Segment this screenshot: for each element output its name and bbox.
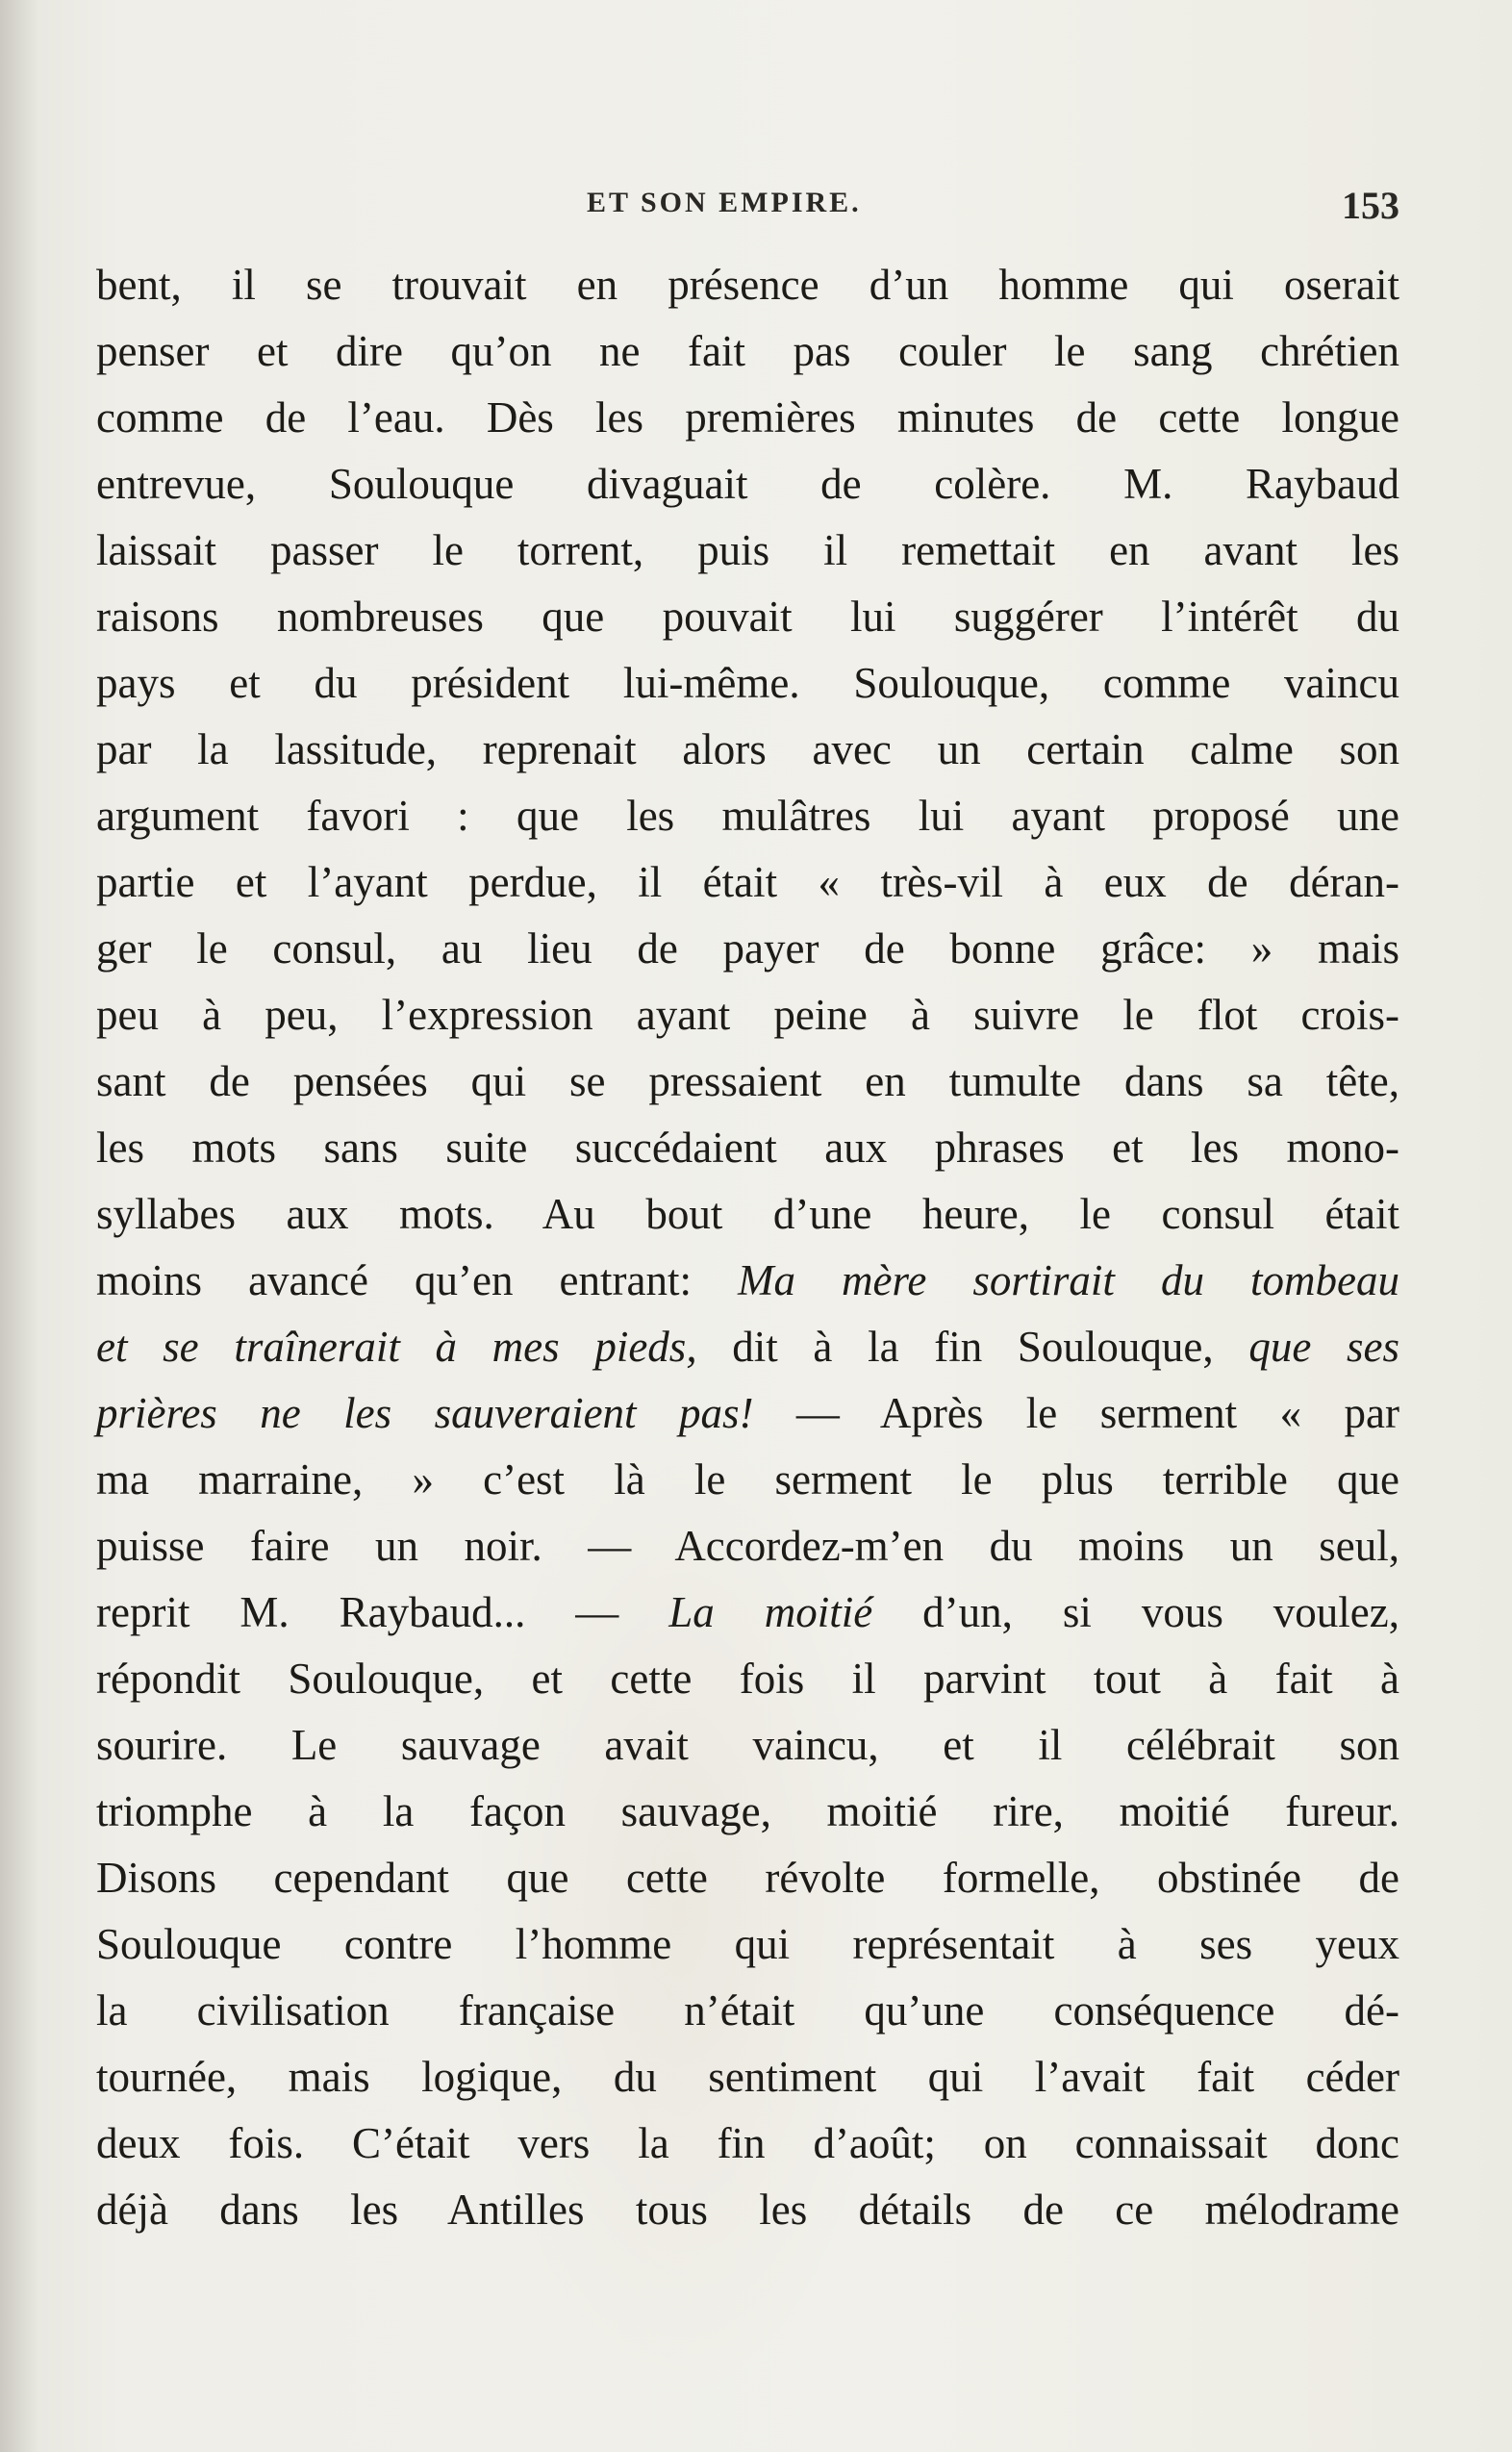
gutter-shadow [0,0,38,2452]
text-italic: que ses [1248,1323,1399,1371]
text-roman: reprit M. Raybaud... — [96,1588,669,1636]
text-line: comme de l’eau. Dès les premières minutes de cette longue [96,393,1399,442]
text-line: répondit Soulouque, et cette fois il parvint tout à fait à [96,1655,1399,1703]
text-line [96,1314,1399,1380]
text-roman: — Après le serment « par [753,1389,1399,1437]
text-line: Disons cependant que cette révolte formelle, obstinée de [96,1854,1399,1902]
text-italic: Ma mère sortirait du tombeau [738,1256,1400,1304]
text-line: ma marraine, » c’est là le serment le plus terrible que [96,1455,1399,1504]
text-line: Soulouque contre l’homme qui représentait à ses yeux [96,1920,1399,1968]
text-line: triomphe à la façon sauvage, moitié rire, moitié fureur. [96,1787,1399,1835]
text-line: bent, il se trouvait en présence d’un homme qui oserait [96,261,1399,309]
text-line: entrevue, Soulouque divaguait de colère. M. Raybaud [96,460,1399,508]
text-line [96,1380,1399,1447]
text-line: ger le consul, au lieu de payer de bonne grâce: » mais [96,924,1399,973]
text-line: pays et du président lui-même. Soulouque, comme vaincu [96,659,1399,707]
text-line: sourire. Le sauvage avait vaincu, et il célébrait son [96,1721,1399,1769]
text-roman: d’un, si vous voulez, [872,1588,1399,1636]
text-line: puisse faire un noir. — Accordez-m’en du moins un seul, [96,1522,1399,1570]
text-line: raisons nombreuses que pouvait lui suggérer l’intérêt du [96,593,1399,641]
text-line: argument favori : que les mulâtres lui ayant proposé une [96,792,1399,840]
text-line: partie et l’ayant perdue, il était « très-vil à eux de déran- [96,858,1399,906]
text-line: sant de pensées qui se pressaient en tumulte dans sa tête, [96,1057,1399,1105]
text-line [96,1580,1399,1646]
body-text [96,252,1399,2243]
text-line: par la lassitude, reprenait alors avec un certain calme son [96,725,1399,773]
text-line: tournée, mais logique, du sentiment qui l’avait fait céder [96,2053,1399,2101]
text-line: peu à peu, l’expression ayant peine à suivre le flot crois- [96,991,1399,1039]
text-italic: prières ne les sauveraient pas! [96,1389,754,1437]
text-roman: moins avancé qu’en entrant: [96,1256,739,1304]
text-italic: La moitié [668,1588,873,1636]
text-line: laissait passer le torrent, puis il remettait en avant les [96,526,1399,574]
text-line: deux fois. C’était vers la fin d’août; on connaissait donc [96,2119,1399,2167]
text-line: les mots sans suite succédaient aux phrases et les mono- [96,1124,1399,1172]
running-head: ET SON EMPIRE. [587,187,862,218]
text-line: syllabes aux mots. Au bout d’une heure, le consul était [96,1190,1399,1238]
text-line [96,1248,1399,1314]
page-number: 153 [1342,184,1399,227]
text-line: la civilisation française n’était qu’une conséquence dé- [96,1986,1399,2035]
text-line: penser et dire qu’on ne fait pas couler le sang chrétien [96,327,1399,375]
text-roman: dit à la fin Soulouque, [696,1323,1249,1371]
text-line: déjà dans les Antilles tous les détails de ce mélodrame [96,2186,1399,2234]
page-header [96,183,1399,240]
text-italic: et se traînerait à mes pieds, [96,1323,697,1371]
